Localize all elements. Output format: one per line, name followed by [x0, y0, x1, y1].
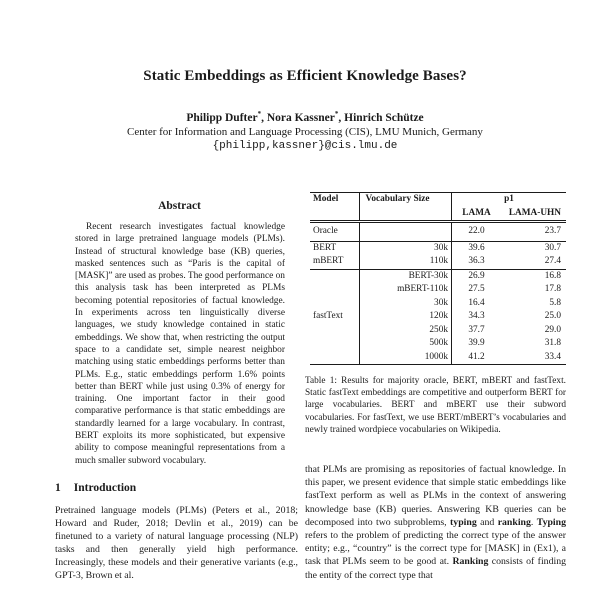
table-header-lama: LAMA: [452, 207, 501, 222]
abstract-heading: Abstract: [158, 200, 201, 212]
table-row-oracle: [310, 222, 566, 242]
text-segment: that PLMs are promising as repositories of factual knowledge. In this paper, we present evidence that simple static embeddings like fastText perform as well as PLMs in the context of answering knowledge base (KB) queries. Answering KB queries can be decomposed into two subproblems,: [305, 464, 566, 528]
vocab-cell: 120k: [359, 310, 452, 324]
table-header-vocab-size: Vocabulary Size: [359, 193, 452, 222]
table-row-fasttext: [310, 337, 566, 351]
vocab-cell: 500k: [359, 337, 452, 351]
author-footnote-mark: *: [257, 110, 262, 119]
lama-uhn-cell: 30.7: [544, 242, 561, 253]
abstract-text: Recent research investigates factual knowledge stored in large pretrained language models (PLMs). Instead of structural knowledge base (KB) queries, masked sentences such as “Paris is the capital of [MASK]” are used as probes. The good performance on this analysis task has been interpreted as PLMs becoming potential repositories of factual knowledge. In experiments across ten linguistically diverse languages, we study knowledge contained in static embeddings. We show that, when restricting the output space to a candidate set, simple nearest neighbor matching using static embeddings performs better than PLMs. E.g., static embeddings perform 1.6% points better than BERT while just using 0.3% of energy for training. One important factor in their good comparative performance is that static embeddings are standardly learned for a large vocabulary. In contrast, BERT exploits its more sophisticated, but expensive ability to compose meaningful representations from a much smaller subword vocabulary.: [75, 222, 285, 466]
author-separator: ,: [338, 112, 345, 124]
table-header-lama-uhn: LAMA-UHN: [501, 207, 566, 222]
lama-uhn-cell: 16.8: [544, 270, 561, 281]
lama-cell: 39.6: [468, 242, 485, 253]
table-body: [310, 222, 566, 365]
lama-uhn-cell: 25.0: [544, 311, 561, 321]
text-segment: .: [530, 516, 537, 528]
table-row-fasttext: [310, 324, 566, 338]
paper-header: [10, 68, 600, 152]
table-row-bert: [310, 241, 566, 255]
lama-cell: 39.9: [468, 338, 485, 348]
model-cell: [310, 351, 359, 365]
table-header-p1: p1: [504, 194, 514, 204]
body-paragraph: [305, 463, 566, 582]
vocab-cell: 1000k: [359, 351, 452, 365]
right-column: [305, 192, 566, 592]
lama-uhn-cell: 29.0: [544, 324, 561, 335]
model-cell: BERT: [310, 241, 359, 255]
text-segment: refers to the problem of predicting the correct type of the answer entity; e.g., “country” is the correct type for [MASK] in (Ex1), a task that PLMs seem to be good at.: [305, 530, 566, 568]
section-title: Introduction: [73, 481, 137, 494]
model-cell: [310, 297, 359, 311]
lama-uhn-cell: 27.4: [501, 255, 566, 269]
table-row-fasttext: [310, 283, 566, 297]
authors-line: [10, 112, 600, 124]
table-row-mbert: [310, 255, 566, 269]
model-cell: fastText: [310, 310, 359, 324]
results-table: [310, 192, 566, 365]
author-name: Nora Kassner: [266, 112, 335, 124]
lama-cell: 27.5: [468, 284, 485, 294]
vocab-cell: 30k: [359, 241, 452, 255]
model-cell: [310, 283, 359, 297]
lama-cell: 34.3: [468, 311, 485, 321]
lama-uhn-cell: 5.8: [549, 297, 561, 308]
email-line: {philipp,kassner}@cis.lmu.de: [212, 140, 398, 152]
model-cell: Oracle: [310, 222, 359, 242]
table-row-fasttext: [310, 269, 566, 283]
table-row-fasttext: [310, 310, 566, 324]
lama-cell: 36.3: [452, 255, 501, 269]
lama-cell: 37.7: [468, 324, 485, 335]
lama-cell: 16.4: [468, 297, 485, 308]
section-number: 1: [55, 481, 61, 494]
lama-uhn-cell: 17.8: [544, 284, 561, 294]
lama-uhn-cell: 33.4: [544, 351, 561, 362]
model-cell: mBERT: [310, 255, 359, 269]
vocab-cell: 110k: [359, 255, 452, 269]
bold-term-ranking: Ranking: [452, 556, 489, 568]
lama-uhn-cell: 31.8: [544, 338, 561, 348]
vocab-cell: mBERT-110k: [359, 283, 452, 297]
text-segment: consists of finding the entity of the correct type that: [305, 556, 566, 581]
lama-cell: 41.2: [468, 351, 485, 362]
table-header: [310, 193, 566, 222]
lama-cell: 22.0: [452, 222, 501, 242]
model-cell: [310, 269, 359, 283]
vocab-cell: 250k: [359, 324, 452, 338]
author-separator: ,: [261, 112, 267, 124]
vocab-cell: BERT-30k: [359, 269, 452, 283]
bold-term-typing: typing: [450, 516, 477, 528]
section-1-heading: [55, 482, 298, 494]
bold-term-typing: Typing: [536, 516, 566, 528]
vocab-cell: 30k: [359, 297, 452, 311]
author-name: Philipp Dufter: [186, 112, 258, 124]
author-footnote-mark: *: [334, 110, 339, 119]
author-name: Hinrich Schütze: [344, 112, 424, 124]
left-column: [55, 200, 298, 582]
vocab-cell: [359, 222, 452, 242]
lama-uhn-cell: 23.7: [501, 222, 566, 242]
table-row-fasttext: [310, 297, 566, 311]
introduction-paragraph: Pretrained language models (PLMs) (Peters et al., 2018; Howard and Ruder, 2018; Devlin et al., 2019) can be finetuned to a variety of natural language processing (NLP) tasks and then generally yield high performance. Increasingly, these models and their generative variants (e.g., GPT-3, Brown et al.: [55, 504, 298, 581]
lama-cell: 26.9: [468, 270, 485, 281]
model-cell: [310, 324, 359, 338]
table-header-model: Model: [310, 193, 359, 222]
table-caption: Table 1: Results for majority oracle, BERT, mBERT and fastText. Static fastText embeddings are competitive and outperform BERT for large vocabularies. BERT and mBERT use their subword vocabularies. For fastText, we use BERT/mBERT’s vocabularies and newly trained wordpiece vocabularies on Wikipedia.: [305, 376, 566, 435]
paper-title: Static Embeddings as Efficient Knowledge Bases?: [143, 68, 467, 84]
bold-term-ranking: ranking: [497, 516, 531, 528]
model-cell: [310, 337, 359, 351]
table-row-fasttext: [310, 351, 566, 365]
affiliation-line: Center for Information and Language Processing (CIS), LMU Munich, Germany: [127, 126, 483, 138]
text-segment: and: [476, 516, 498, 528]
